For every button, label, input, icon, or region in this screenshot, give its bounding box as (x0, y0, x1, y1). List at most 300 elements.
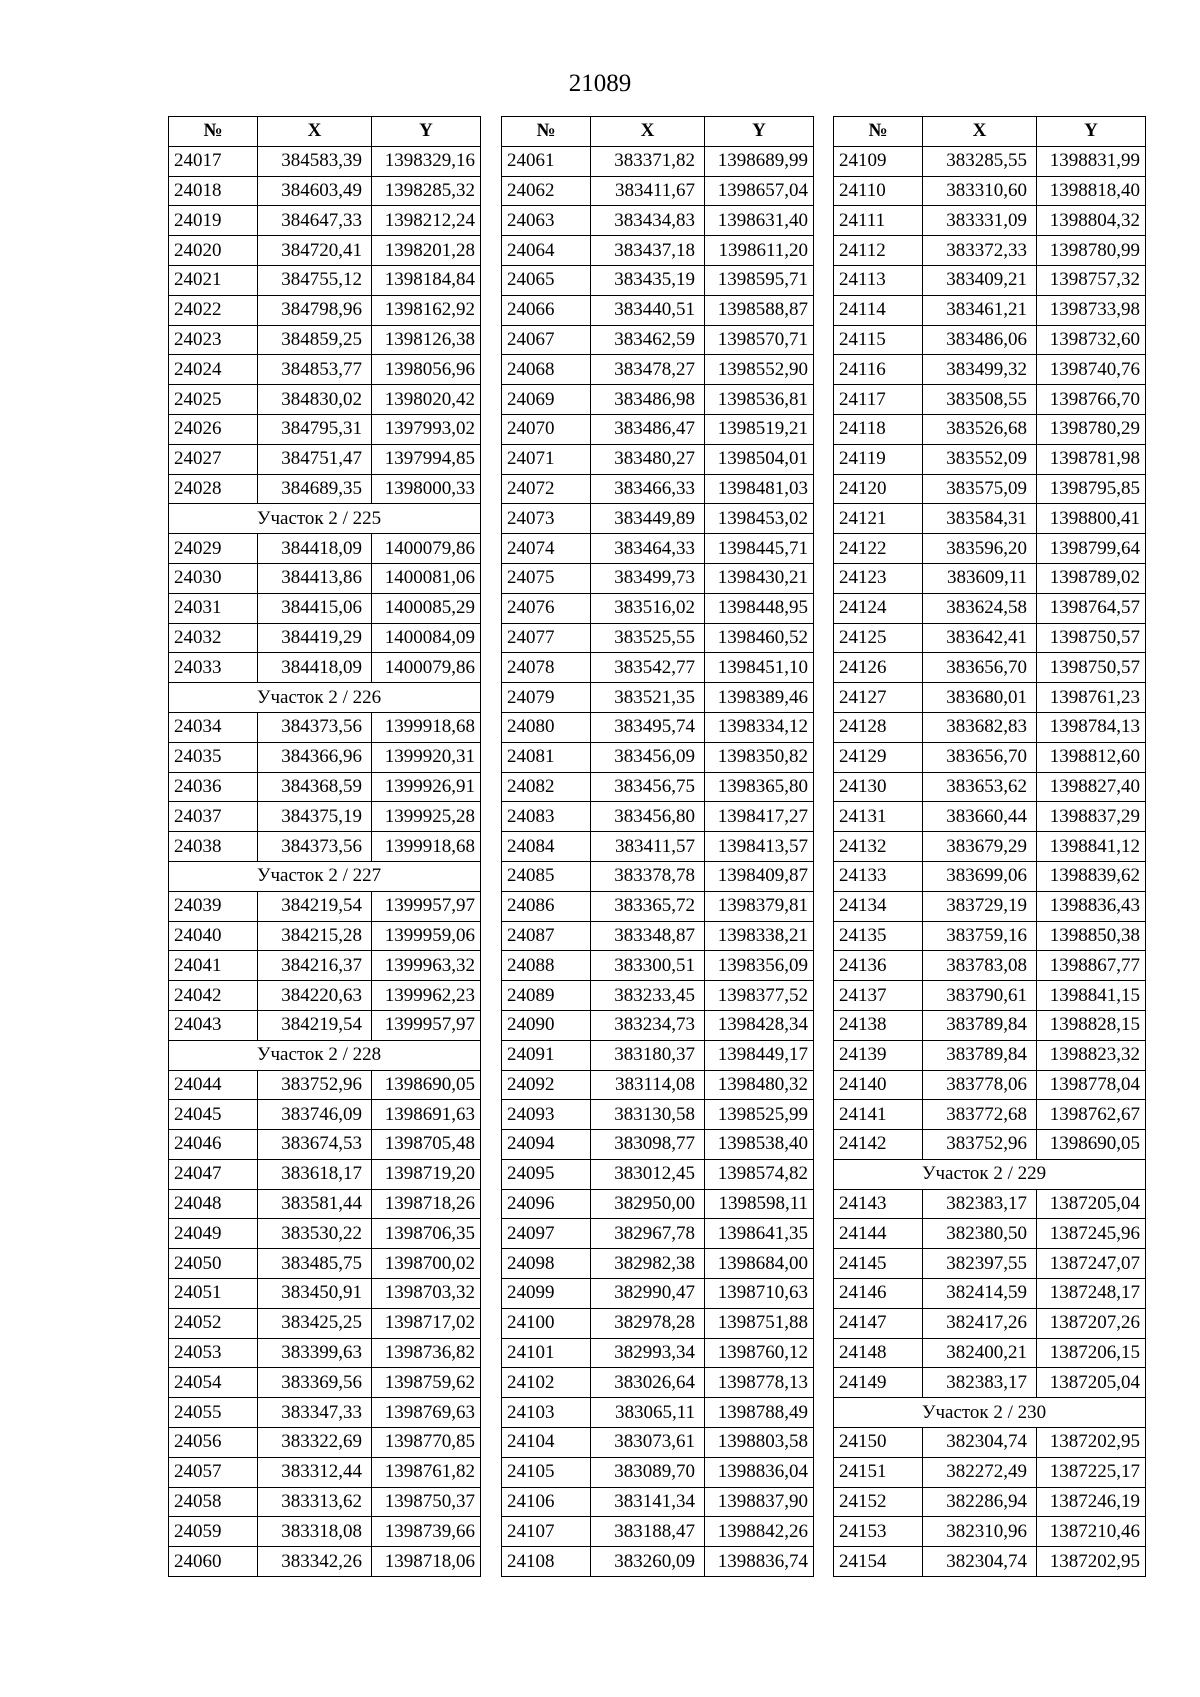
table-row (834, 295, 1146, 325)
point-number: 24072 (502, 474, 591, 504)
point-number: 24038 (169, 832, 258, 862)
point-number: 24086 (502, 891, 591, 921)
table-row (169, 1398, 481, 1428)
coord-y: 1387246,19 (1037, 1487, 1146, 1517)
coord-x: 384215,28 (258, 921, 372, 951)
point-number: 24083 (502, 802, 591, 832)
table-row (502, 593, 814, 623)
point-number: 24111 (834, 206, 923, 236)
header-y: Y (372, 117, 481, 147)
coord-y: 1398827,40 (1037, 772, 1146, 802)
point-number: 24101 (502, 1338, 591, 1368)
coord-x: 383485,75 (258, 1249, 372, 1279)
table-row (834, 1249, 1146, 1279)
point-number: 24123 (834, 563, 923, 593)
point-number: 24065 (502, 265, 591, 295)
coord-y: 1387205,04 (1037, 1368, 1146, 1398)
coord-y: 1399957,97 (372, 891, 481, 921)
table-row (169, 1189, 481, 1219)
table-row (502, 176, 814, 206)
point-number: 24059 (169, 1517, 258, 1547)
coord-y: 1398365,80 (705, 772, 814, 802)
coord-y: 1398778,04 (1037, 1070, 1146, 1100)
coord-x: 383642,41 (923, 623, 1037, 653)
coord-y: 1398800,41 (1037, 504, 1146, 534)
coord-x: 383624,58 (923, 593, 1037, 623)
coord-x: 383456,09 (591, 742, 705, 772)
point-number: 24020 (169, 236, 258, 266)
point-number: 24074 (502, 534, 591, 564)
coord-y: 1398184,84 (372, 265, 481, 295)
point-number: 24128 (834, 712, 923, 742)
table-row (502, 385, 814, 415)
table-row (834, 1279, 1146, 1309)
coord-x: 383674,53 (258, 1130, 372, 1160)
coord-x: 383499,73 (591, 563, 705, 593)
coord-y: 1398691,63 (372, 1100, 481, 1130)
coord-y: 1398850,38 (1037, 921, 1146, 951)
coord-x: 383772,68 (923, 1100, 1037, 1130)
table-row (834, 742, 1146, 772)
table-row (169, 742, 481, 772)
coord-x: 384419,29 (258, 623, 372, 653)
table-row (502, 1159, 814, 1189)
table-row (502, 563, 814, 593)
coord-y: 1400079,86 (372, 534, 481, 564)
coord-y: 1398689,99 (705, 146, 814, 176)
point-number: 24060 (169, 1547, 258, 1577)
coord-y: 1398338,21 (705, 921, 814, 951)
point-number: 24087 (502, 921, 591, 951)
coord-x: 383435,19 (591, 265, 705, 295)
point-number: 24021 (169, 265, 258, 295)
coord-y: 1398570,71 (705, 325, 814, 355)
coord-y: 1399925,28 (372, 802, 481, 832)
coord-y: 1400079,86 (372, 653, 481, 683)
coord-y: 1398778,13 (705, 1368, 814, 1398)
point-number: 24067 (502, 325, 591, 355)
coord-x: 383525,55 (591, 623, 705, 653)
coord-y: 1398377,52 (705, 981, 814, 1011)
table-row (834, 653, 1146, 683)
coord-y: 1387248,17 (1037, 1279, 1146, 1309)
point-number: 24118 (834, 414, 923, 444)
coord-y: 1398836,43 (1037, 891, 1146, 921)
coord-x: 384795,31 (258, 414, 372, 444)
table-row (502, 891, 814, 921)
table-row (169, 623, 481, 653)
table-row (502, 772, 814, 802)
point-number: 24130 (834, 772, 923, 802)
section-title: Участок 2 / 227 (169, 861, 481, 891)
point-number: 24129 (834, 742, 923, 772)
table-row (834, 563, 1146, 593)
table-row (502, 653, 814, 683)
point-number: 24080 (502, 712, 591, 742)
coord-x: 383486,06 (923, 325, 1037, 355)
point-number: 24032 (169, 623, 258, 653)
coord-x: 383434,83 (591, 206, 705, 236)
coordinates-table-2 (501, 116, 814, 1577)
coord-x: 383347,33 (258, 1398, 372, 1428)
coord-y: 1398413,57 (705, 832, 814, 862)
coord-x: 384798,96 (258, 295, 372, 325)
point-number: 24075 (502, 563, 591, 593)
point-number: 24078 (502, 653, 591, 683)
coord-y: 1398430,21 (705, 563, 814, 593)
point-number: 24061 (502, 146, 591, 176)
point-number: 24037 (169, 802, 258, 832)
section-title: Участок 2 / 226 (169, 683, 481, 713)
coord-x: 383285,55 (923, 146, 1037, 176)
point-number: 24062 (502, 176, 591, 206)
point-number: 24117 (834, 385, 923, 415)
table-row (502, 534, 814, 564)
coord-x: 383789,84 (923, 1040, 1037, 1070)
coord-y: 1397993,02 (372, 414, 481, 444)
coord-x: 382380,50 (923, 1219, 1037, 1249)
coord-x: 383342,26 (258, 1547, 372, 1577)
coord-x: 383679,29 (923, 832, 1037, 862)
table-row (834, 414, 1146, 444)
coord-x: 383310,60 (923, 176, 1037, 206)
point-number: 24051 (169, 1279, 258, 1309)
table-row (502, 474, 814, 504)
point-number: 24146 (834, 1279, 923, 1309)
page-number: 21089 (568, 70, 632, 97)
coord-x: 383609,11 (923, 563, 1037, 593)
coord-y: 1387202,95 (1037, 1428, 1146, 1458)
table-row (834, 861, 1146, 891)
table-row (169, 921, 481, 951)
point-number: 24097 (502, 1219, 591, 1249)
coord-x: 383348,87 (591, 921, 705, 951)
table-row (169, 593, 481, 623)
coord-x: 383759,16 (923, 921, 1037, 951)
coord-y: 1398831,99 (1037, 146, 1146, 176)
point-number: 24036 (169, 772, 258, 802)
table-row (169, 1010, 481, 1040)
coord-x: 382272,49 (923, 1457, 1037, 1487)
point-number: 24113 (834, 265, 923, 295)
coord-x: 383752,96 (923, 1130, 1037, 1160)
point-number: 24033 (169, 653, 258, 683)
header-number: № (502, 117, 591, 147)
coord-x: 384368,59 (258, 772, 372, 802)
coord-y: 1387210,46 (1037, 1517, 1146, 1547)
coord-y: 1398706,35 (372, 1219, 481, 1249)
coord-x: 382383,17 (923, 1368, 1037, 1398)
coord-y: 1398781,98 (1037, 444, 1146, 474)
coord-y: 1387202,95 (1037, 1547, 1146, 1577)
coord-y: 1398334,12 (705, 712, 814, 742)
point-number: 24070 (502, 414, 591, 444)
point-number: 24136 (834, 951, 923, 981)
table-row (502, 295, 814, 325)
table-row (834, 1487, 1146, 1517)
coord-y: 1398389,46 (705, 683, 814, 713)
point-number: 24019 (169, 206, 258, 236)
point-number: 24154 (834, 1547, 923, 1577)
coordinates-table-3 (833, 116, 1146, 1577)
coord-x: 383180,37 (591, 1040, 705, 1070)
coord-x: 384830,02 (258, 385, 372, 415)
coord-y: 1400085,29 (372, 593, 481, 623)
table-row (169, 355, 481, 385)
coord-y: 1398588,87 (705, 295, 814, 325)
coord-y: 1398751,88 (705, 1308, 814, 1338)
coord-y: 1398733,98 (1037, 295, 1146, 325)
coord-y: 1398705,48 (372, 1130, 481, 1160)
table-row (502, 921, 814, 951)
point-number: 24131 (834, 802, 923, 832)
coord-y: 1398536,81 (705, 385, 814, 415)
coord-x: 383233,45 (591, 981, 705, 1011)
coord-x: 383478,27 (591, 355, 705, 385)
point-number: 24120 (834, 474, 923, 504)
table-row (502, 1368, 814, 1398)
coord-x: 383699,06 (923, 861, 1037, 891)
table-row (502, 1219, 814, 1249)
coord-y: 1398762,67 (1037, 1100, 1146, 1130)
coord-x: 382400,21 (923, 1338, 1037, 1368)
header-row (169, 117, 481, 147)
coord-x: 382950,00 (591, 1189, 705, 1219)
coord-y: 1387245,96 (1037, 1219, 1146, 1249)
table-row (834, 325, 1146, 355)
coord-y: 1398451,10 (705, 653, 814, 683)
coord-x: 383618,17 (258, 1159, 372, 1189)
point-number: 24134 (834, 891, 923, 921)
coord-y: 1398684,00 (705, 1249, 814, 1279)
coord-y: 1398750,57 (1037, 623, 1146, 653)
point-number: 24052 (169, 1308, 258, 1338)
coord-y: 1398126,38 (372, 325, 481, 355)
header-x: X (923, 117, 1037, 147)
coord-y: 1399962,23 (372, 981, 481, 1011)
table-row (834, 474, 1146, 504)
coord-x: 383378,78 (591, 861, 705, 891)
table-row (169, 295, 481, 325)
table-row (834, 146, 1146, 176)
table-row (834, 1308, 1146, 1338)
table-row (834, 1040, 1146, 1070)
table-row (502, 265, 814, 295)
point-number: 24098 (502, 1249, 591, 1279)
table-row (169, 1368, 481, 1398)
table-row (834, 951, 1146, 981)
coord-y: 1398839,62 (1037, 861, 1146, 891)
table-row (169, 1249, 481, 1279)
coord-x: 383530,22 (258, 1219, 372, 1249)
table-row (169, 1308, 481, 1338)
coord-x: 383012,45 (591, 1159, 705, 1189)
coord-x: 383409,21 (923, 265, 1037, 295)
table-row (169, 653, 481, 683)
coord-y: 1387205,04 (1037, 1189, 1146, 1219)
table-row (169, 1428, 481, 1458)
coord-y: 1398350,82 (705, 742, 814, 772)
point-number: 24110 (834, 176, 923, 206)
coord-y: 1398836,74 (705, 1547, 814, 1577)
table-row (502, 1308, 814, 1338)
point-number: 24143 (834, 1189, 923, 1219)
point-number: 24122 (834, 534, 923, 564)
coord-x: 384583,39 (258, 146, 372, 176)
point-number: 24042 (169, 981, 258, 1011)
table-row (834, 1547, 1146, 1577)
coord-x: 382990,47 (591, 1279, 705, 1309)
point-number: 24106 (502, 1487, 591, 1517)
table-row (169, 414, 481, 444)
coord-x: 384219,54 (258, 891, 372, 921)
table-row (834, 176, 1146, 206)
table-row (169, 951, 481, 981)
table-row (169, 1517, 481, 1547)
coord-y: 1398525,99 (705, 1100, 814, 1130)
coord-x: 384220,63 (258, 981, 372, 1011)
coord-x: 383682,83 (923, 712, 1037, 742)
table-row (834, 1368, 1146, 1398)
coord-y: 1398718,06 (372, 1547, 481, 1577)
coord-y: 1398445,71 (705, 534, 814, 564)
table-row (834, 802, 1146, 832)
coord-y: 1398595,71 (705, 265, 814, 295)
coord-y: 1398739,66 (372, 1517, 481, 1547)
coord-x: 383542,77 (591, 653, 705, 683)
coord-y: 1398641,35 (705, 1219, 814, 1249)
coord-y: 1398803,58 (705, 1428, 814, 1458)
point-number: 24017 (169, 146, 258, 176)
point-number: 24141 (834, 1100, 923, 1130)
coord-y: 1398750,57 (1037, 653, 1146, 683)
table-row (502, 1428, 814, 1458)
coord-x: 383680,01 (923, 683, 1037, 713)
coord-x: 383783,08 (923, 951, 1037, 981)
section-row (169, 683, 481, 713)
coord-x: 383656,70 (923, 742, 1037, 772)
table-row (834, 206, 1146, 236)
header-y: Y (1037, 117, 1146, 147)
table-row (169, 206, 481, 236)
coord-x: 383399,63 (258, 1338, 372, 1368)
coord-x: 383516,02 (591, 593, 705, 623)
point-number: 24103 (502, 1398, 591, 1428)
coord-y: 1398409,87 (705, 861, 814, 891)
coord-y: 1398719,20 (372, 1159, 481, 1189)
coord-y: 1398162,92 (372, 295, 481, 325)
coord-y: 1398379,81 (705, 891, 814, 921)
table-row (502, 951, 814, 981)
table-row (834, 1517, 1146, 1547)
coord-y: 1398690,05 (1037, 1130, 1146, 1160)
point-number: 24079 (502, 683, 591, 713)
section-row (834, 1159, 1146, 1189)
table-row (169, 325, 481, 355)
coord-x: 384647,33 (258, 206, 372, 236)
table-row (834, 623, 1146, 653)
coord-x: 384373,56 (258, 712, 372, 742)
section-row (169, 1040, 481, 1070)
coord-y: 1398428,34 (705, 1010, 814, 1040)
table-row (502, 1189, 814, 1219)
coord-x: 383521,35 (591, 683, 705, 713)
header-number: № (169, 117, 258, 147)
coord-x: 382982,38 (591, 1249, 705, 1279)
coord-y: 1398795,85 (1037, 474, 1146, 504)
table-row (502, 1517, 814, 1547)
header-x: X (591, 117, 705, 147)
coord-x: 383456,80 (591, 802, 705, 832)
coord-y: 1398780,99 (1037, 236, 1146, 266)
point-number: 24091 (502, 1040, 591, 1070)
point-number: 24090 (502, 1010, 591, 1040)
coord-y: 1398732,60 (1037, 325, 1146, 355)
table-row (502, 414, 814, 444)
coord-x: 382417,26 (923, 1308, 1037, 1338)
table-row (834, 981, 1146, 1011)
coord-x: 383462,59 (591, 325, 705, 355)
coord-x: 383411,67 (591, 176, 705, 206)
coord-y: 1398460,52 (705, 623, 814, 653)
coord-y: 1398867,77 (1037, 951, 1146, 981)
table-row (169, 1547, 481, 1577)
coord-x: 383449,89 (591, 504, 705, 534)
table-row (834, 683, 1146, 713)
point-number: 24135 (834, 921, 923, 951)
point-number: 24127 (834, 683, 923, 713)
section-title: Участок 2 / 229 (834, 1159, 1146, 1189)
point-number: 24140 (834, 1070, 923, 1100)
table-row (502, 1100, 814, 1130)
section-row (169, 504, 481, 534)
table-row (502, 1487, 814, 1517)
coord-x: 382414,59 (923, 1279, 1037, 1309)
point-number: 24092 (502, 1070, 591, 1100)
coord-x: 384413,86 (258, 563, 372, 593)
coord-y: 1387207,26 (1037, 1308, 1146, 1338)
point-number: 24109 (834, 146, 923, 176)
coord-x: 383466,33 (591, 474, 705, 504)
section-row (169, 861, 481, 891)
coord-x: 384216,37 (258, 951, 372, 981)
table-row (169, 712, 481, 742)
coord-x: 383486,98 (591, 385, 705, 415)
point-number: 24026 (169, 414, 258, 444)
coord-x: 383411,57 (591, 832, 705, 862)
table-row (502, 1457, 814, 1487)
coord-x: 384219,54 (258, 1010, 372, 1040)
table-row (834, 265, 1146, 295)
point-number: 24071 (502, 444, 591, 474)
table-row (502, 1279, 814, 1309)
coord-y: 1398552,90 (705, 355, 814, 385)
point-number: 24152 (834, 1487, 923, 1517)
coord-x: 384375,19 (258, 802, 372, 832)
coord-x: 383456,75 (591, 772, 705, 802)
coord-y: 1398766,70 (1037, 385, 1146, 415)
table-row (834, 385, 1146, 415)
coord-x: 383552,09 (923, 444, 1037, 474)
coord-x: 383089,70 (591, 1457, 705, 1487)
coord-y: 1399957,97 (372, 1010, 481, 1040)
point-number: 24105 (502, 1457, 591, 1487)
coord-x: 383073,61 (591, 1428, 705, 1458)
point-number: 24150 (834, 1428, 923, 1458)
coord-y: 1398448,95 (705, 593, 814, 623)
point-number: 24100 (502, 1308, 591, 1338)
coord-y: 1397994,85 (372, 444, 481, 474)
